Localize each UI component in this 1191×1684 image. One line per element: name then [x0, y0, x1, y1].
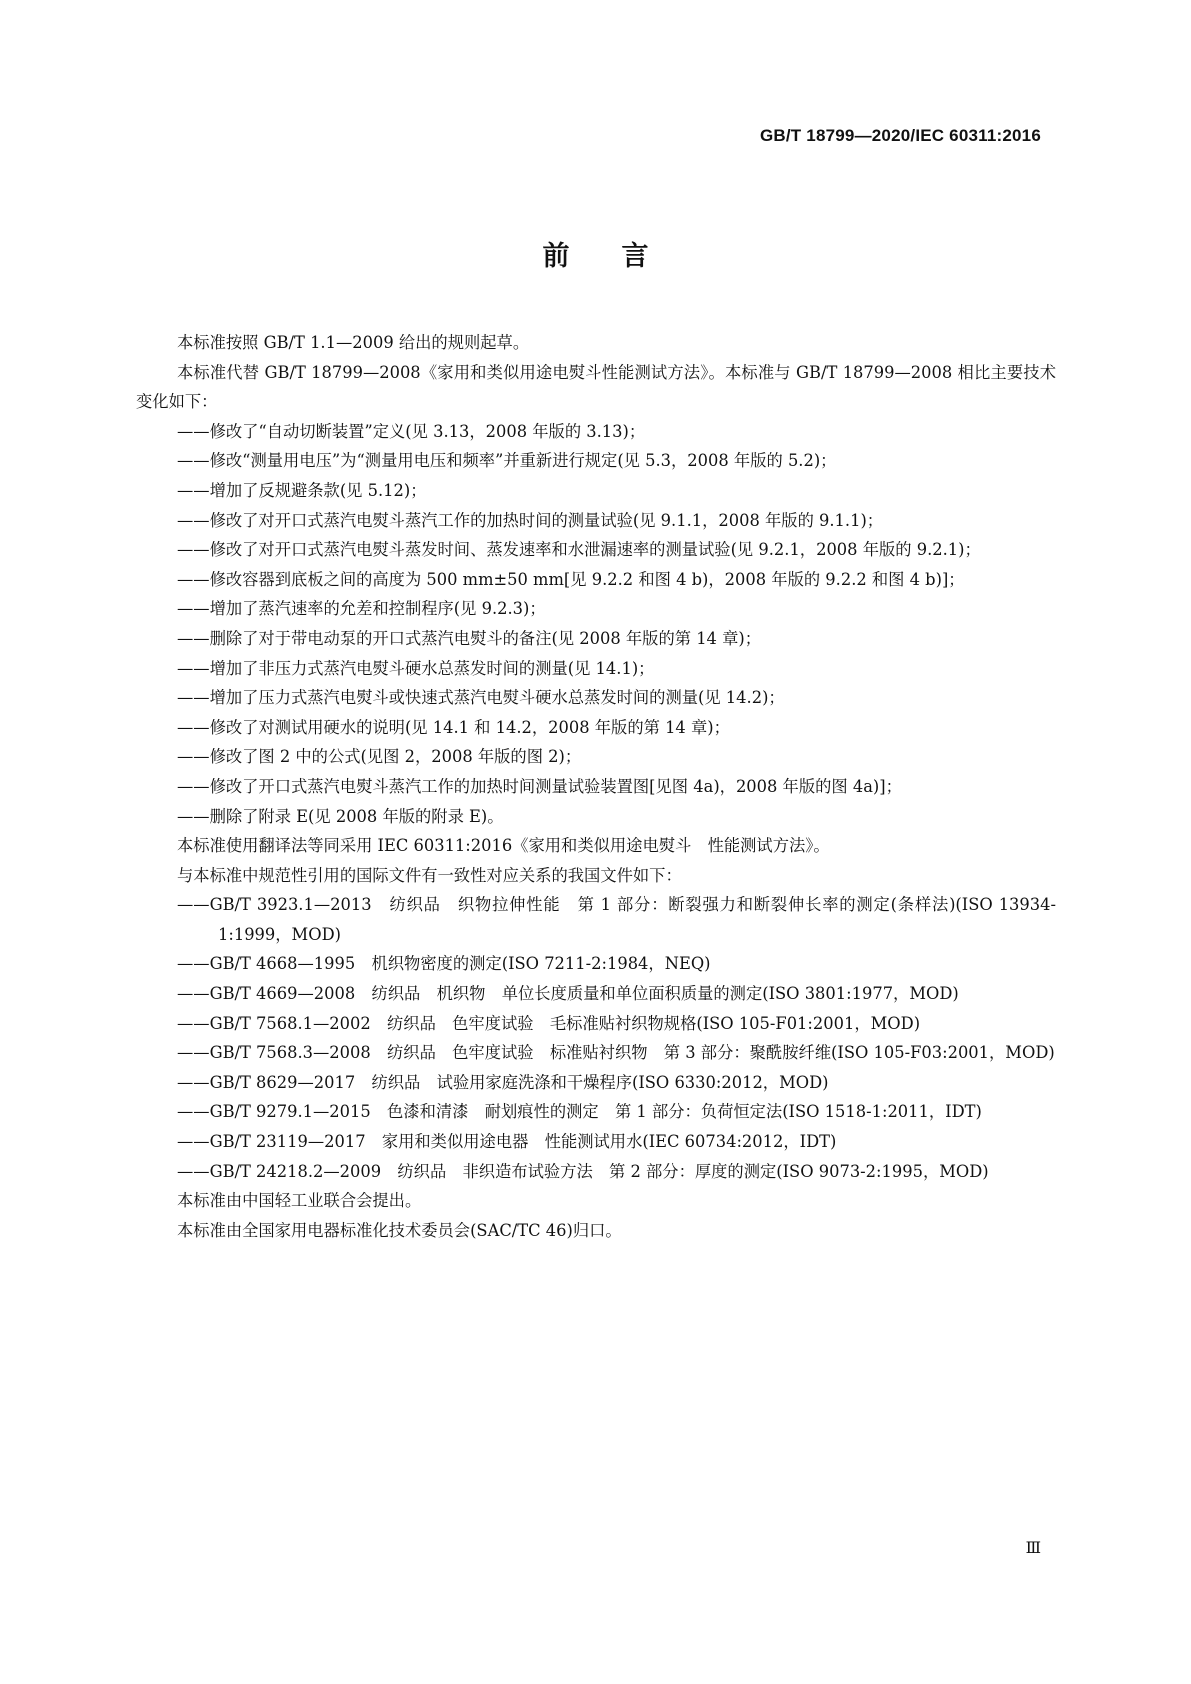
proposer-paragraph: 本标准由中国轻工业联合会提出。	[177, 1191, 422, 1211]
change-item: ——修改“测量用电压”为“测量用电压和频率”并重新进行规定(见 5.3，2008 年版的 5.2)；	[177, 451, 837, 471]
reference-item: ——GB/T 4669—2008 纺织品 机织物 单位长度质量和单位面积质量的测定(ISO 3801:1977，MOD)	[177, 984, 959, 1004]
change-item: ——修改了图 2 中的公式(见图 2，2008 年版的图 2)；	[177, 747, 582, 767]
change-item: ——增加了压力式蒸汽电熨斗或快速式蒸汽电熨斗硬水总蒸发时间的测量(见 14.2)；	[177, 688, 785, 708]
change-item: ——增加了非压力式蒸汽电熨斗硬水总蒸发时间的测量(见 14.1)；	[177, 658, 655, 678]
reference-item: ——GB/T 9279.1—2015 色漆和清漆 耐划痕性的测定 第 1 部分：负荷恒定法(ISO 1518-1:2011，IDT)	[177, 1102, 982, 1122]
committee-paragraph: 本标准由全国家用电器标准化技术委员会(SAC/TC 46)归口。	[177, 1220, 622, 1240]
standard-code-header: GB/T 18799—2020/IEC 60311:2016	[759, 126, 1041, 145]
change-item: ——修改容器到底板之间的高度为 500 mm±50 mm[见 9.2.2 和图 4 b)，2008 年版的 9.2.2 和图 4 b)]；	[177, 569, 965, 589]
reference-item: ——GB/T 24218.2—2009 纺织品 非织造布试验方法 第 2 部分：厚度的测定(ISO 9073-2:1995，MOD)	[177, 1161, 989, 1181]
change-item: ——修改了开口式蒸汽电熨斗蒸汽工作的加热时间测量试验装置图[见图 4a)，2008 年版的图 4a)]；	[177, 776, 902, 796]
change-item: ——修改了对开口式蒸汽电熨斗蒸发时间、蒸发速率和水泄漏速率的测量试验(见 9.2.1，2008 年版的 9.2.1)；	[177, 540, 981, 560]
correspondence-intro: 与本标准中规范性引用的国际文件有一致性对应关系的我国文件如下：	[177, 865, 682, 885]
change-item: ——删除了附录 E(见 2008 年版的附录 E)。	[177, 806, 504, 826]
drafting-rule-paragraph: 本标准按照 GB/T 1.1—2009 给出的规则起草。	[177, 333, 530, 352]
change-item: ——修改了对测试用硬水的说明(见 14.1 和 14.2，2008 年版的第 14 章)；	[177, 717, 730, 737]
reference-item: ——GB/T 4668—1995 机织物密度的测定(ISO 7211-2:1984，NEQ)	[177, 954, 711, 974]
reference-item: ——GB/T 7568.1—2002 纺织品 色牢度试验 毛标准贴衬织物规格(ISO 105-F01:2001，MOD)	[177, 1013, 921, 1033]
page-title: 前言	[542, 241, 701, 272]
foreword-body	[136, 328, 1056, 1245]
reference-item: ——GB/T 8629—2017 纺织品 试验用家庭洗涤和干燥程序(ISO 6330:2012，MOD)	[177, 1072, 829, 1092]
change-item: ——修改了“自动切断装置”定义(见 3.13，2008 年版的 3.13)；	[177, 421, 646, 441]
reference-item: ——GB/T 23119—2017 家用和类似用途电器 性能测试用水(IEC 60734:2012，IDT)	[177, 1132, 837, 1152]
change-item: ——增加了蒸汽速率的允差和控制程序(见 9.2.3)；	[177, 599, 546, 619]
change-item: ——修改了对开口式蒸汽电熨斗蒸汽工作的加热时间的测量试验(见 9.1.1，2008 年版的 9.1.1)；	[177, 510, 884, 530]
reference-item: ——GB/T 3923.1—2013 纺织品 织物拉伸性能 第 1 部分：断裂强力和断裂伸长率的测定(条样法)(ISO 13934-1:1999，MOD)	[177, 895, 1056, 944]
replacement-paragraph: 本标准代替 GB/T 18799—2008《家用和类似用途电熨斗性能测试方法》。本标准与 GB/T 18799—2008 相比主要技术变化如下：	[136, 362, 1056, 412]
page-number: Ⅲ	[1025, 1538, 1041, 1557]
change-item: ——删除了对于带电动泵的开口式蒸汽电熨斗的备注(见 2008 年版的第 14 章)；	[177, 628, 761, 648]
adoption-paragraph: 本标准使用翻译法等同采用 IEC 60311:2016《家用和类似用途电熨斗 性能测试方法》。	[177, 836, 830, 856]
change-item: ——增加了反规避条款(见 5.12)；	[177, 480, 427, 500]
reference-item: ——GB/T 7568.3—2008 纺织品 色牢度试验 标准贴衬织物 第 3 部分：聚酰胺纤维(ISO 105-F03:2001，MOD)	[177, 1043, 1055, 1063]
